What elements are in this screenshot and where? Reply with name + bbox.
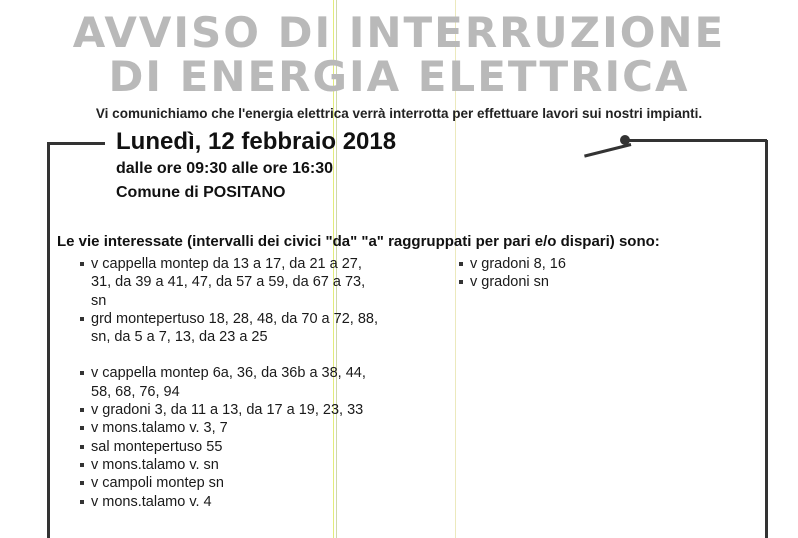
street-text: v gradoni 3, da 11 a 13, da 17 a 19, 23, 33 <box>91 402 364 419</box>
bullet-icon <box>459 280 463 284</box>
bullet-icon <box>80 500 84 504</box>
street-text: v cappella montep 6a, 36, da 36b a 38, 44, 58, 68, 76, 94 <box>91 365 366 400</box>
intro-text: Vi comunichiamo che l'energia elettrica verrà interrotta per effettuare lavori sui nostri impianti. <box>95 106 703 121</box>
bullet-icon <box>80 445 84 449</box>
streets-list-right <box>459 255 659 292</box>
bullet-icon <box>80 426 84 430</box>
bullet-icon <box>80 463 84 467</box>
notice-title-line1: AVVISO DI INTERRUZIONE <box>72 8 726 57</box>
bullet-icon <box>80 262 84 266</box>
street-text: v cappella montep da 13 a 17, da 21 a 27, 31, da 39 a 41, 47, da 57 a 59, da 67 a 73, sn <box>91 256 366 309</box>
street-item <box>80 364 380 401</box>
bullet-icon <box>459 262 463 266</box>
street-text: v mons.talamo v. sn <box>91 456 219 473</box>
streets-list-left <box>80 255 380 511</box>
bullet-icon <box>80 371 84 375</box>
street-item <box>80 493 380 511</box>
frame-border <box>765 140 768 538</box>
bullet-icon <box>80 408 84 412</box>
street-text: v mons.talamo v. 3, 7 <box>91 420 228 437</box>
street-item <box>80 310 380 347</box>
frame-border <box>47 142 105 145</box>
frame-hook <box>584 143 631 158</box>
frame-border <box>625 139 767 142</box>
street-text: v gradoni sn <box>470 274 549 291</box>
notice-title-line2: DI ENERGIA ELETTRICA <box>108 52 690 101</box>
street-item <box>80 419 380 437</box>
street-item <box>80 438 380 456</box>
street-text: v gradoni 8, 16 <box>470 256 566 272</box>
street-item <box>459 255 659 273</box>
street-item <box>459 273 659 291</box>
street-text: v mons.talamo v. 4 <box>91 493 212 510</box>
street-item <box>80 255 380 310</box>
streets-heading: Le vie interessate (intervalli dei civici "da" "a" raggruppati per pari e/o dispari) sono: <box>57 233 660 250</box>
outage-hours: dalle ore 09:30 alle ore 16:30 <box>116 160 334 177</box>
street-text: sal montepertuso 55 <box>91 438 223 455</box>
street-text: v campoli montep sn <box>91 475 224 492</box>
street-text: grd montepertuso 18, 28, 48, da 70 a 72, 88, sn, da 5 a 7, 13, da 23 a 25 <box>91 310 378 346</box>
frame-border <box>47 142 50 538</box>
street-item <box>80 456 380 474</box>
list-spacer <box>80 346 380 364</box>
outage-comune: Comune di POSITANO <box>116 184 286 201</box>
street-item <box>80 401 380 419</box>
street-item <box>80 474 380 492</box>
bullet-icon <box>80 317 84 321</box>
outage-date: Lunedì, 12 febbraio 2018 <box>116 128 397 155</box>
frame-pin-icon <box>620 135 630 145</box>
bullet-icon <box>80 481 84 485</box>
